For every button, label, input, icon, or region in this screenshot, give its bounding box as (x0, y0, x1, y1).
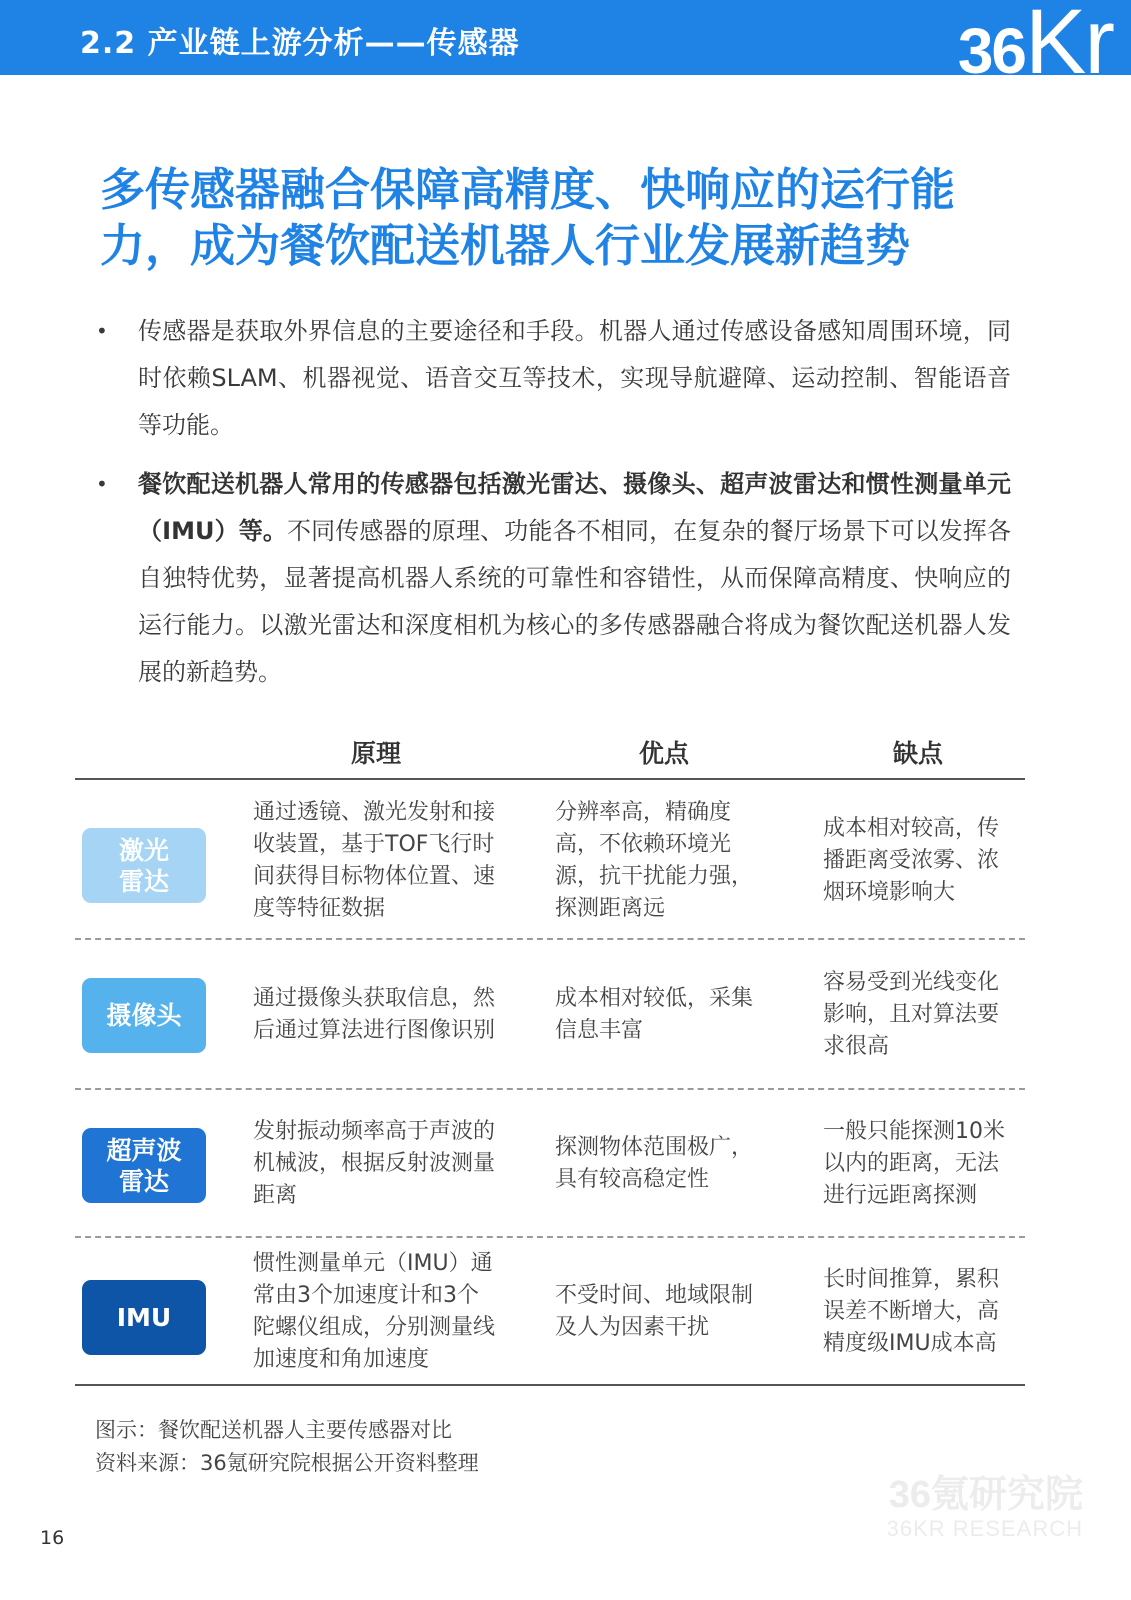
section-title: 2.2 产业链上游分析——传感器 (80, 26, 520, 61)
bullet-dot-icon: • (96, 319, 108, 343)
table-row (75, 780, 1025, 940)
bullet-bold-text: 餐饮配送机器人常用的传感器包括激光雷达、摄像头、超声波雷达和惯性测量单元（IMU）等。 (138, 470, 1011, 545)
sensor-tag: 超声波 雷达 (82, 1128, 206, 1203)
cons-cell (823, 1246, 1013, 1378)
principle-text: 通过摄像头获取信息，然后通过算法进行图像识别 (253, 986, 496, 1043)
principle-cell (253, 1246, 499, 1378)
table-row (75, 940, 1025, 1090)
cons-cell (823, 954, 1013, 1076)
pros-text: 成本相对较低，采集信息丰富 (555, 986, 754, 1043)
table-row (75, 1090, 1025, 1238)
column-header-cons: 缺点 (892, 739, 943, 768)
pros-text: 探测物体范围极广，具有较高稳定性 (555, 1135, 754, 1192)
pros-text: 分辨率高，精确度高，不依赖环境光源，抗干扰能力强，探测距离远 (555, 800, 754, 921)
cons-text: 长时间推算，累积误差不断增大，高精度级IMU成本高 (823, 1267, 1000, 1356)
principle-cell (253, 1104, 499, 1224)
table-header (75, 722, 1025, 780)
sensor-comparison-table (75, 722, 1025, 1386)
sensor-tag: 激光 雷达 (82, 828, 206, 903)
logo-letters: Kr (1025, 0, 1113, 93)
header-bar (0, 0, 1131, 93)
principle-cell (253, 796, 499, 926)
watermark (887, 1474, 1083, 1542)
figure-caption (95, 1414, 479, 1480)
sensor-tag: 摄像头 (82, 978, 206, 1053)
watermark-en: 36KR RESEARCH (886, 1516, 1083, 1541)
logo-digits: 36 (957, 15, 1025, 87)
pros-cell (555, 1246, 773, 1378)
watermark-cn: 36氪研究院 (888, 1474, 1083, 1516)
sensor-tag: IMU (82, 1280, 206, 1355)
cons-cell (823, 796, 1013, 926)
bullet-list (96, 308, 1011, 696)
data-source: 资料来源：36氪研究院根据公开资料整理 (95, 1451, 479, 1475)
principle-text: 惯性测量单元（IMU）通常由3个加速度计和3个陀螺仪组成，分别测量线加速度和角加速度 (253, 1251, 496, 1372)
bullet-item (96, 461, 1011, 696)
cons-text: 一般只能探测10米以内的距离，无法进行远距离探测 (823, 1119, 1005, 1208)
column-header-principle: 原理 (350, 739, 401, 768)
pros-cell (555, 796, 773, 926)
principle-text: 发射振动频率高于声波的机械波，根据反射波测量距离 (253, 1119, 496, 1208)
pros-cell (555, 1104, 773, 1224)
principle-cell (253, 954, 499, 1076)
page-headline: 多传感器融合保障高精度、快响应的运行能力，成为餐饮配送机器人行业发展新趋势 (100, 163, 956, 272)
pros-text: 不受时间、地域限制及人为因素干扰 (555, 1283, 754, 1340)
figure-title: 图示：餐饮配送机器人主要传感器对比 (95, 1418, 452, 1442)
cons-cell (823, 1104, 1013, 1224)
cons-text: 容易受到光线变化影响，且对算法要求很高 (823, 970, 1000, 1059)
cons-text: 成本相对较高，传播距离受浓雾、浓烟环境影响大 (823, 816, 1000, 905)
page-number: 16 (40, 1527, 65, 1549)
36kr-logo (957, 0, 1113, 93)
bullet-item (96, 308, 1011, 449)
column-header-pros: 优点 (638, 739, 689, 768)
bullet-text: 不同传感器的原理、功能各不相同，在复杂的餐厅场景下可以发挥各自独特优势，显著提高机器人系统的可靠性和容错性，从而保障高精度、快响应的运行能力。以激光雷达和深度相机为核心的多传感器融合将成为餐饮配送机器人发展的新趋势。 (138, 517, 1011, 686)
principle-text: 通过透镜、激光发射和接收装置，基于TOF飞行时间获得目标物体位置、速度等特征数据 (253, 800, 496, 921)
bullet-dot-icon: • (96, 472, 108, 496)
pros-cell (555, 954, 773, 1076)
bullet-text: 传感器是获取外界信息的主要途径和手段。机器人通过传感设备感知周围环境，同时依赖SLAM、机器视觉、语音交互等技术，实现导航避障、运动控制、智能语音等功能。 (138, 317, 1011, 439)
table-row (75, 1238, 1025, 1386)
